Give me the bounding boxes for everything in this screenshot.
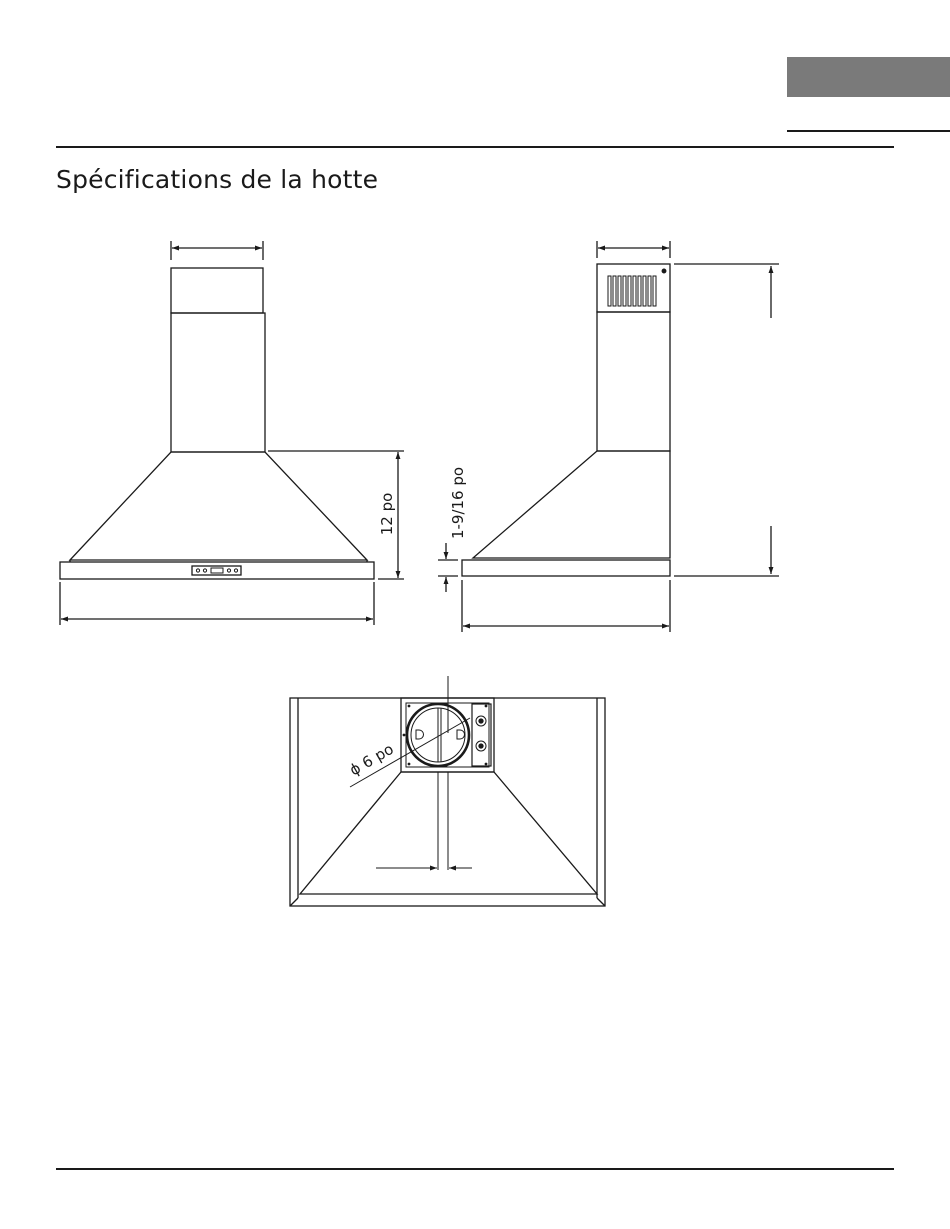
duct-diameter-label: ϕ 6 po — [346, 739, 397, 780]
junction-box — [472, 704, 491, 766]
front-canopy — [70, 452, 367, 560]
damper-right — [457, 730, 465, 739]
front-base-plate — [60, 562, 374, 579]
front-height-label: 12 po — [378, 492, 396, 536]
bottom-view — [290, 676, 605, 906]
damper-left — [416, 730, 424, 739]
side-lower-chimney — [597, 312, 670, 451]
side-lip-label: 1-9/16 po — [449, 466, 467, 540]
side-view — [438, 241, 779, 632]
front-view — [60, 241, 404, 625]
side-base-plate — [462, 560, 670, 576]
page-title: Spécifications de la hotte — [56, 165, 379, 194]
side-vent-slots — [608, 276, 656, 306]
front-lower-chimney — [171, 313, 265, 452]
footer-rule — [56, 1168, 894, 1170]
side-canopy — [473, 451, 670, 558]
front-upper-chimney — [171, 268, 263, 313]
control-buttons — [196, 568, 237, 573]
side-screw — [662, 269, 666, 273]
